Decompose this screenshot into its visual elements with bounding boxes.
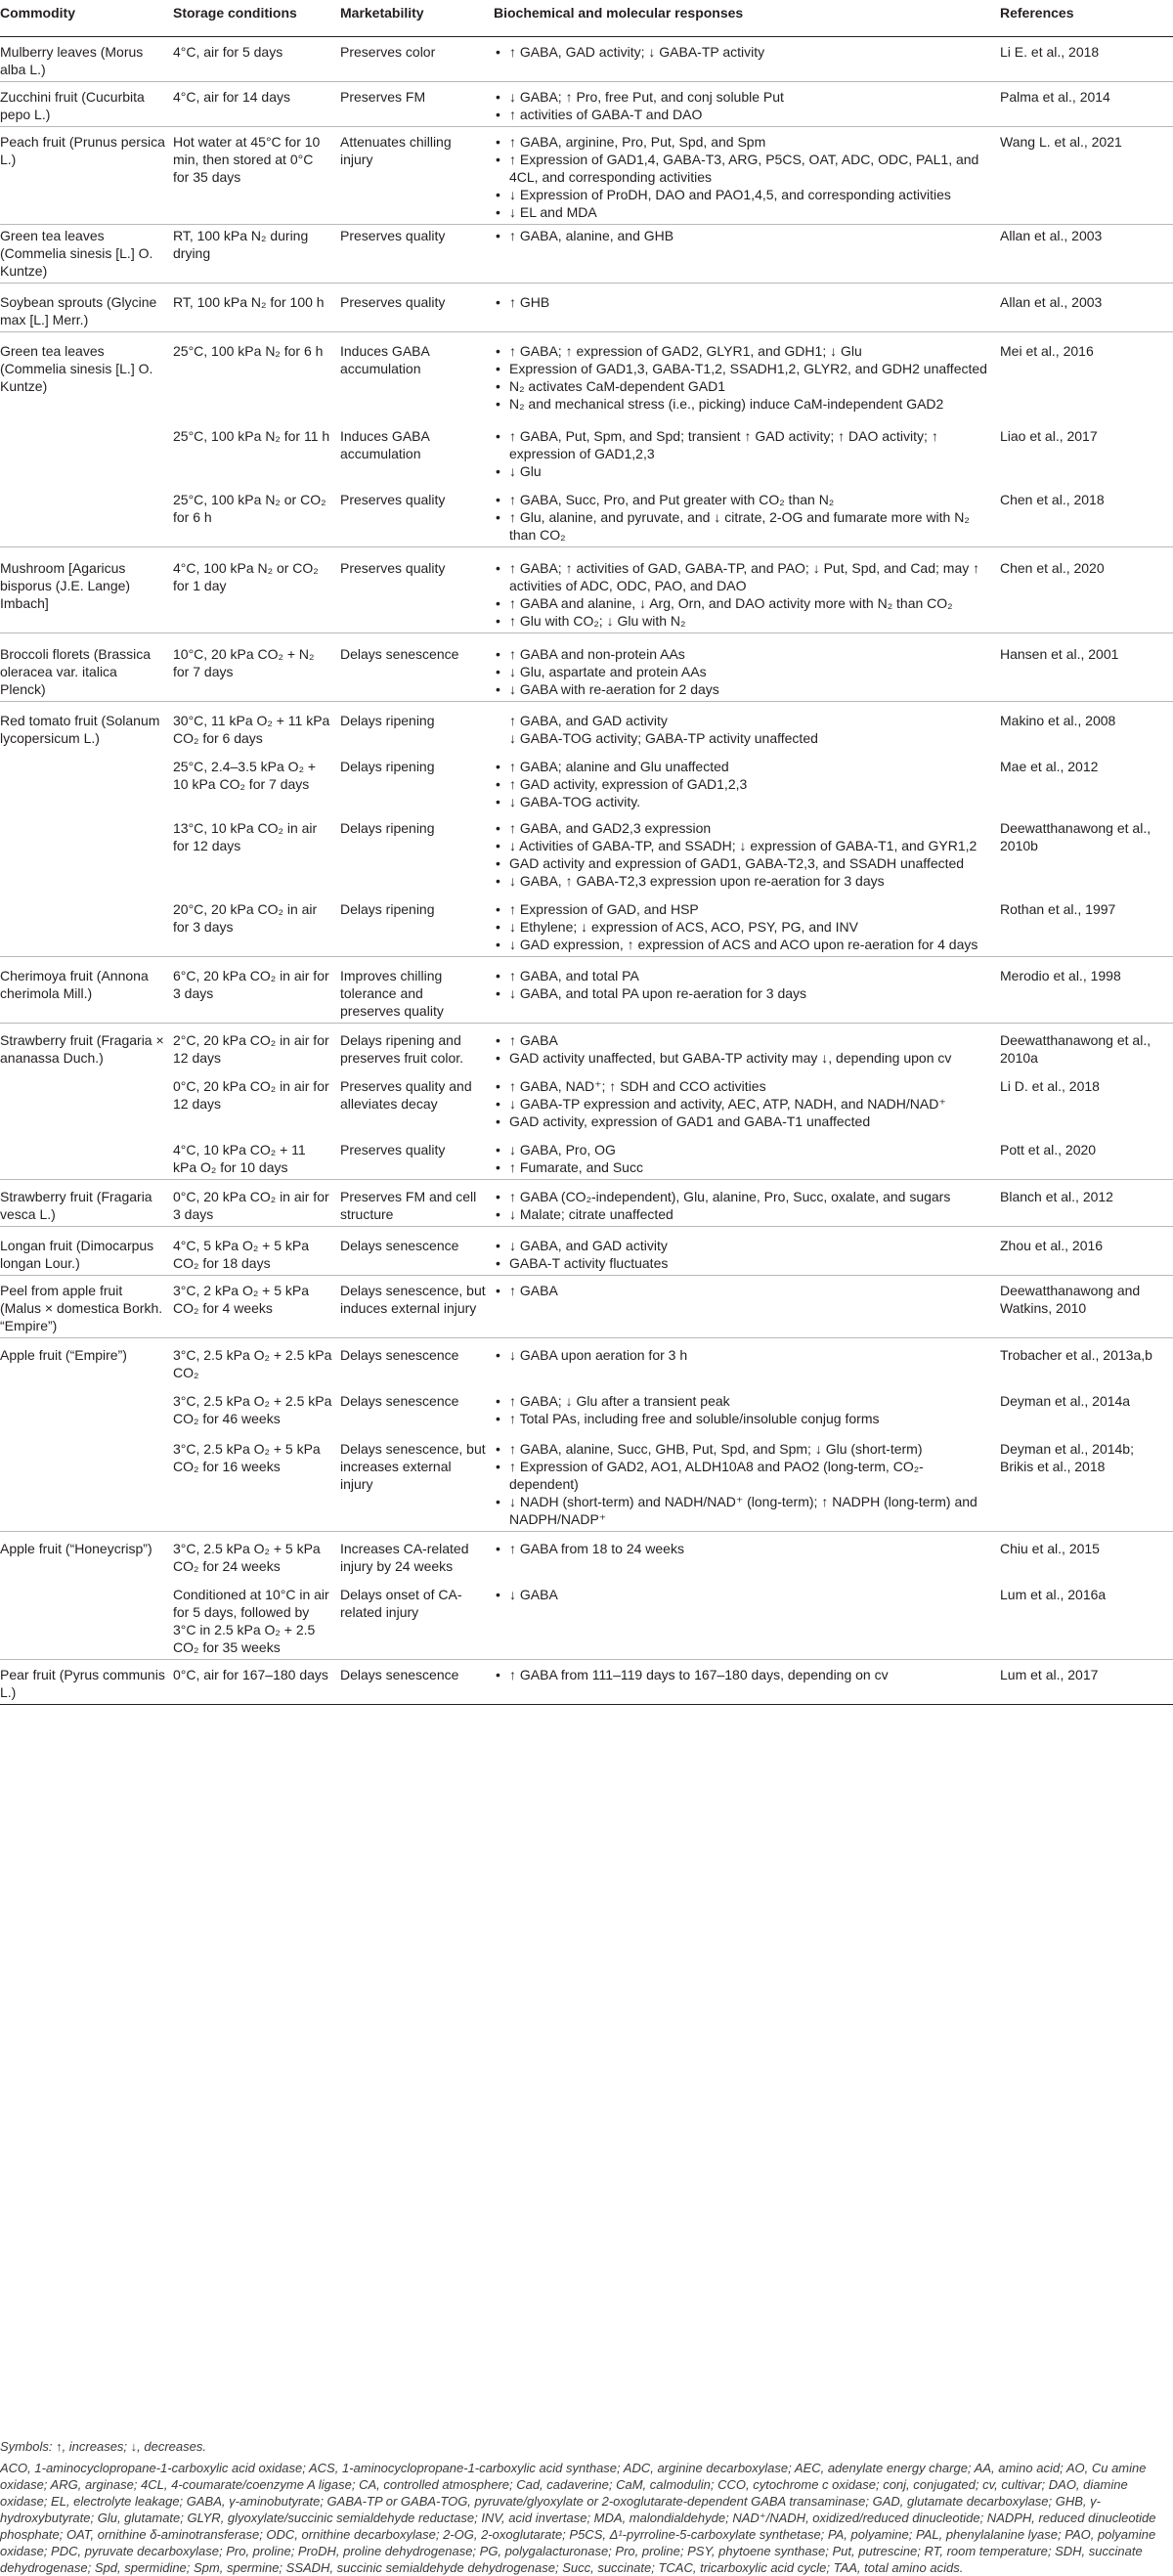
response-item: • ↑ GABA, alanine, and GHB — [494, 227, 992, 244]
responses-list — [494, 758, 992, 810]
header-storage-conditions: Storage conditions — [173, 0, 340, 37]
response-item: • GAD activity unaffected, but GABA-TP activity may ↓, depending upon cv — [494, 1049, 992, 1067]
reference-cell: Merodio et al., 1998 — [1000, 957, 1173, 1024]
commodity-cell: Longan fruit (Dimocarpus longan Lour.) — [0, 1227, 173, 1276]
responses-cell — [494, 37, 1000, 82]
storage-cell: 3°C, 2 kPa O₂ + 5 kPa CO₂ for 4 weeks — [173, 1276, 340, 1338]
reference-cell: Wang L. et al., 2021 — [1000, 127, 1173, 225]
response-item: • ↓ Glu, aspartate and protein AAs — [494, 663, 992, 680]
commodity-cell: Red tomato fruit (Solanum lycopersicum L.) — [0, 702, 173, 751]
responses-cell — [494, 1532, 1000, 1579]
responses-cell — [494, 957, 1000, 1024]
responses-list — [494, 967, 992, 1002]
reference-cell: Allan et al., 2003 — [1000, 225, 1173, 284]
marketability-cell: Delays senescence — [340, 633, 494, 702]
commodity-cell — [0, 1384, 173, 1430]
storage-cell: 25°C, 100 kPa N₂ for 11 h — [173, 428, 330, 444]
response-item: • ↑ GABA (CO₂-independent), Glu, alanine, Pro, Succ, oxalate, and sugars — [494, 1188, 992, 1205]
response-item: • ↑ GABA, Put, Spm, and Spd; transient ↑ GAD activity; ↑ DAO activity; ↑ expression of GAD1,2,3 — [494, 427, 992, 462]
table-row — [0, 1578, 1173, 1660]
responses-cell — [494, 1024, 1000, 1070]
responses-list — [494, 900, 992, 953]
table-row — [0, 547, 1173, 633]
responses-cell — [494, 1227, 1000, 1276]
reference-cell: Deewatthanawong et al., 2010b — [1000, 820, 1151, 853]
commodity-cell — [0, 1578, 173, 1660]
responses-list — [494, 1666, 992, 1683]
response-item: • ↓ EL and MDA — [494, 203, 992, 221]
response-item: • ↓ Ethylene; ↓ expression of ACS, ACO, PSY, PG, and INV — [494, 918, 992, 936]
responses-list — [494, 645, 992, 698]
reference-cell: Makino et al., 2008 — [1000, 702, 1173, 751]
response-item: • ↓ GABA-TP expression and activity, AEC, ATP, NADH, and NADH/NAD⁺ — [494, 1095, 992, 1113]
reference-cell: Liao et al., 2017 — [1000, 428, 1098, 444]
marketability-cell: Delays senescence, but increases external injury — [340, 1441, 486, 1492]
table-row — [0, 1024, 1173, 1070]
responses-list — [494, 559, 992, 630]
responses-list — [494, 133, 992, 221]
response-item: • GAD activity, expression of GAD1 and GABA-T1 unaffected — [494, 1113, 992, 1130]
responses-cell — [494, 82, 1000, 127]
storage-cell: 2°C, 20 kPa CO₂ in air for 12 days — [173, 1024, 340, 1070]
table-body — [0, 37, 1173, 1705]
storage-cell: 10°C, 20 kPa CO₂ + N₂ for 7 days — [173, 633, 340, 702]
marketability-cell: Attenuates chilling injury — [340, 127, 494, 225]
responses-cell — [494, 1180, 1000, 1227]
response-item: • N₂ and mechanical stress (i.e., picking) induce CaM-independent GAD2 — [494, 395, 992, 413]
table-row — [0, 127, 1173, 225]
storage-cell: 3°C, 2.5 kPa O₂ + 5 kPa CO₂ for 16 weeks — [173, 1441, 321, 1474]
response-item: • ↑ GABA; ↑ expression of GAD2, GLYR1, and GDH1; ↓ Glu — [494, 342, 992, 360]
commodity-cell: Mulberry leaves (Morus alba L.) — [0, 44, 144, 77]
response-item: • ↓ GABA; ↑ Pro, free Put, and conj soluble Put — [494, 88, 992, 106]
responses-list — [494, 427, 992, 480]
responses-list — [494, 227, 992, 244]
table-row — [0, 1660, 1173, 1705]
marketability-cell: Preserves color — [340, 44, 436, 60]
response-item: • GAD activity and expression of GAD1, GABA-T2,3, and SSADH unaffected — [494, 854, 992, 872]
responses-cell — [494, 893, 1000, 957]
responses-list — [494, 1237, 992, 1272]
commodity-cell: Strawberry fruit (Fragaria vesca L.) — [0, 1180, 173, 1227]
commodity-cell: Green tea leaves (Commelia sinesis [L.] O. Kuntze) — [0, 332, 173, 416]
marketability-cell: Preserves quality — [340, 284, 494, 332]
responses-cell — [494, 1070, 1000, 1133]
response-item: ↓ GABA-TOG activity; GABA-TP activity unaffected — [509, 730, 818, 746]
reference-cell: Mae et al., 2012 — [1000, 759, 1099, 774]
response-item: • ↑ Expression of GAD2, AO1, ALDH10A8 and PAO2 (long-term, CO₂-dependent) — [494, 1458, 992, 1493]
response-item: • ↓ GABA, and GAD activity — [494, 1237, 992, 1254]
response-item: • ↑ GABA, and total PA — [494, 967, 992, 984]
storage-cell: 30°C, 11 kPa O₂ + 11 kPa CO₂ for 6 days — [173, 702, 340, 751]
reference-cell: Chen et al., 2020 — [1000, 547, 1173, 633]
responses-cell — [494, 483, 1000, 547]
responses-list — [494, 342, 992, 413]
responses-cell — [494, 284, 1000, 332]
response-item: • ↓ GABA-TOG activity. — [494, 793, 992, 810]
marketability-cell: Preserves FM — [340, 82, 494, 127]
commodity-cell: Apple fruit (“Honeycrisp”) — [0, 1532, 173, 1579]
table-row — [0, 1180, 1173, 1227]
response-item: • ↓ GABA — [494, 1586, 992, 1603]
storage-cell: 0°C, 20 kPa CO₂ in air for 3 days — [173, 1180, 340, 1227]
responses-list — [494, 1346, 992, 1364]
responses-cell — [494, 127, 1000, 225]
footnote-abbreviations: ACO, 1-aminocyclopropane-1-carboxylic acid oxidase; ACS, 1-aminocyclopropane-1-carboxylic acid synthase; ADC, arginine decarboxylase; AEC, adenylate energy charge; AA, amino acid; AO, Cu amine oxidase; ARG, arginase; 4CL, 4-coumarate/coenzyme A ligase; CA, controlled atmosphere; Cad, cadaverine; CaM, calmodulin; CCO, cytochrome c oxidase; conj, conjugated; cv, cultivar; DAO, diamine oxidase; EL, electrolyte leakage; GABA, γ-aminobutyrate; GABA-TP or GABA-TOG, pyruvate/glyoxylate or 2-oxoglutarate-dependent GABA transaminase; GAD, glutamate decarboxylase; GHB, γ-hydroxybutyrate; Glu, glutamate; GLYR, glyoxylate/succinic semialdehyde reductase; INV, acid invertase; MDA, malondialdehyde; NAD⁺/NADH, oxidized/reduced dinucleotide; NADPH, reduced dinucleotide phosphate; OAT, ornithine δ-aminotransferase; ODC, ornithine decarboxylase; 2-OG, 2-oxoglutarate; P5CS, Δ¹-pyrroline-5-carboxylate synthetase; PA, polyamine; PAL, phenylalanine lyase; PAO, polyamine oxidase; PDC, pyruvate decarboxylase; Pro, proline; ProDH, proline dehydrogenase; PG, polygalacturonase; Pro, proline; PSY, phytoene synthase; Put, putrescine; RT, room temperature; SDH, succinate dehydrogenase; Spd, spermidine; Spm, spermine; SSADH, succinic semialdehyde dehydrogenase; Succ, succinate; TCAC, tricarboxylic acid cycle; TAA, total amino acids. — [0, 2461, 1156, 2575]
marketability-cell: Delays ripening — [340, 901, 435, 917]
reference-cell: Blanch et al., 2012 — [1000, 1180, 1173, 1227]
storage-cell: 25°C, 100 kPa N₂ for 6 h — [173, 332, 340, 416]
responses-list — [494, 1586, 992, 1603]
responses-cell — [494, 1276, 1000, 1338]
commodity-cell: Broccoli florets (Brassica oleracea var. italica Plenck) — [0, 633, 173, 702]
marketability-cell: Delays ripening — [340, 820, 435, 836]
reference-cell: Palma et al., 2014 — [1000, 82, 1173, 127]
responses-cell — [494, 1384, 1000, 1430]
response-item: • ↑ Glu, alanine, and pyruvate, and ↓ citrate, 2-OG and fumarate more with N₂ than CO₂ — [494, 508, 992, 544]
storage-cell: Conditioned at 10°C in air for 5 days, followed by 3°C in 2.5 kPa O₂ + 2.5 CO₂ for 35 weeks — [173, 1587, 329, 1655]
marketability-cell: Induces GABA accumulation — [340, 428, 430, 461]
table-row — [0, 1133, 1173, 1180]
responses-cell — [494, 813, 1000, 893]
reference-cell: Allan et al., 2003 — [1000, 284, 1173, 332]
reference-cell: Lum et al., 2016a — [1000, 1587, 1107, 1602]
marketability-cell: Delays senescence — [340, 1338, 494, 1385]
marketability-cell: Increases CA-related injury by 24 weeks — [340, 1532, 494, 1579]
marketability-cell: Delays senescence, but induces external injury — [340, 1276, 494, 1338]
storage-cell: 25°C, 2.4–3.5 kPa O₂ + 10 kPa CO₂ for 7 days — [173, 759, 317, 792]
marketability-cell: Delays senescence — [340, 1393, 459, 1409]
response-item: • ↑ GABA and non-protein AAs — [494, 645, 992, 663]
responses-list — [494, 1440, 992, 1528]
commodity-cell: Apple fruit (“Empire”) — [0, 1338, 173, 1385]
header-references: References — [1000, 0, 1173, 37]
table-row — [0, 633, 1173, 702]
reference-cell: Chen et al., 2018 — [1000, 492, 1105, 507]
marketability-cell: Preserves FM and cell structure — [340, 1180, 494, 1227]
commodity-cell — [0, 750, 173, 813]
commodity-cell — [0, 893, 173, 957]
reference-cell: Li E. et al., 2018 — [1000, 44, 1100, 60]
storage-cell: RT, 100 kPa N₂ during drying — [173, 225, 340, 284]
response-item: • ↑ GABA and alanine, ↓ Arg, Orn, and DAO activity more with N₂ than CO₂ — [494, 594, 992, 612]
table-row — [0, 1430, 1173, 1532]
header-responses: Biochemical and molecular responses — [494, 0, 1000, 37]
responses-list — [494, 43, 992, 61]
response-item: • ↑ GABA — [494, 1031, 992, 1049]
response-item: • ↑ Glu with CO₂; ↓ Glu with N₂ — [494, 612, 992, 630]
response-item: • ↑ activities of GABA-T and DAO — [494, 106, 992, 123]
commodity-cell: Pear fruit (Pyrus communis L.) — [0, 1660, 173, 1705]
response-item: • ↑ GABA; ↓ Glu after a transient peak — [494, 1392, 992, 1410]
marketability-cell: Delays senescence — [340, 1660, 494, 1705]
storage-cell: 3°C, 2.5 kPa O₂ + 2.5 kPa CO₂ — [173, 1338, 340, 1385]
response-item: • ↑ GAD activity, expression of GAD1,2,3 — [494, 775, 992, 793]
responses-list — [494, 293, 992, 311]
response-item: • ↓ Glu — [494, 462, 992, 480]
responses-cell — [494, 1430, 1000, 1532]
marketability-cell: Delays ripening — [340, 759, 435, 774]
reference-cell: Deyman et al., 2014a — [1000, 1393, 1131, 1409]
response-item: • ↑ GABA, NAD⁺; ↑ SDH and CCO activities — [494, 1077, 992, 1095]
table-row — [0, 702, 1173, 751]
marketability-cell: Delays ripening — [340, 702, 494, 751]
table-row — [0, 37, 1173, 82]
commodity-cell: Strawberry fruit (Fragaria × ananassa Duch.) — [0, 1024, 173, 1070]
storage-cell: 4°C, 100 kPa N₂ or CO₂ for 1 day — [173, 547, 340, 633]
response-item: • ↑ Fumarate, and Succ — [494, 1158, 992, 1176]
response-item: • ↓ GAD expression, ↑ expression of ACS and ACO upon re-aeration for 4 days — [494, 936, 992, 953]
responses-cell — [494, 332, 1000, 416]
responses-list — [494, 819, 992, 890]
response-item: • ↑ GABA; alanine and Glu unaffected — [494, 758, 992, 775]
response-item: • ↑ GHB — [494, 293, 992, 311]
response-item: • ↑ GABA, arginine, Pro, Put, Spd, and Spm — [494, 133, 992, 151]
reference-cell: Deewatthanawong and Watkins, 2010 — [1000, 1276, 1173, 1338]
commodity-cell — [0, 1430, 173, 1532]
storage-cell: 13°C, 10 kPa CO₂ in air for 12 days — [173, 820, 318, 853]
response-item: • ↑ GABA, alanine, Succ, GHB, Put, Spd, and Spm; ↓ Glu (short-term) — [494, 1440, 992, 1458]
reference-cell: Rothan et al., 1997 — [1000, 901, 1116, 917]
reference-cell: Lum et al., 2017 — [1000, 1660, 1173, 1705]
storage-cell: 3°C, 2.5 kPa O₂ + 5 kPa CO₂ for 24 weeks — [173, 1532, 340, 1579]
commodity-cell: Soybean sprouts (Glycine max [L.] Merr.) — [0, 284, 173, 332]
table-row — [0, 813, 1173, 893]
marketability-cell: Preserves quality — [340, 547, 494, 633]
response-item: • ↑ GABA, Succ, Pro, and Put greater with CO₂ than N₂ — [494, 491, 992, 508]
commodity-cell — [0, 415, 173, 483]
storage-cell: 25°C, 100 kPa N₂ or CO₂ for 6 h — [173, 492, 326, 525]
storage-cell: 4°C, air for 14 days — [173, 82, 340, 127]
commodity-cell: Zucchini fruit (Cucurbita pepo L.) — [0, 82, 173, 127]
reference-cell: Deewatthanawong et al., 2010a — [1000, 1024, 1173, 1070]
table-row — [0, 483, 1173, 547]
storage-cell: Hot water at 45°C for 10 min, then stored at 0°C for 35 days — [173, 127, 340, 225]
table-row — [0, 332, 1173, 416]
commodity-cell: Cherimoya fruit (Annona cherimola Mill.) — [0, 957, 173, 1024]
responses-cell — [494, 547, 1000, 633]
responses-list — [494, 712, 992, 747]
response-item: ↑ GABA, and GAD activity — [509, 713, 668, 728]
table-row — [0, 1532, 1173, 1579]
responses-cell — [494, 750, 1000, 813]
responses-cell — [494, 1338, 1000, 1385]
header-commodity: Commodity — [0, 0, 173, 37]
table-row — [0, 415, 1173, 483]
response-item: • ↓ GABA, Pro, OG — [494, 1141, 992, 1158]
commodity-cell: Peach fruit (Prunus persica L.) — [0, 127, 173, 225]
storage-cell: 0°C, 20 kPa CO₂ in air for 12 days — [173, 1078, 329, 1112]
footnote-symbols: Symbols: ↑, increases; ↓, decreases. — [0, 2439, 206, 2454]
marketability-cell: Delays ripening and preserves fruit color. — [340, 1024, 494, 1070]
responses-list — [494, 1188, 992, 1223]
response-item: • ↑ GABA; ↑ activities of GAD, GABA-TP, and PAO; ↓ Put, Spd, and Cad; may ↑ activities of ADC, ODC, PAO, and DAO — [494, 559, 992, 594]
responses-cell — [494, 1578, 1000, 1660]
reference-cell: Mei et al., 2016 — [1000, 332, 1173, 416]
reference-cell: Chiu et al., 2015 — [1000, 1532, 1173, 1579]
marketability-cell: Delays senescence — [340, 1227, 494, 1276]
commodity-cell: Green tea leaves (Commelia sinesis [L.] O. Kuntze) — [0, 225, 173, 284]
responses-list — [494, 1540, 992, 1557]
responses-list — [494, 491, 992, 544]
response-item: • ↑ GABA, GAD activity; ↓ GABA-TP activity — [494, 43, 992, 61]
storage-cell: 4°C, 5 kPa O₂ + 5 kPa CO₂ for 18 days — [173, 1227, 340, 1276]
response-item: • ↓ Expression of ProDH, DAO and PAO1,4,5, and corresponding activities — [494, 186, 992, 203]
commodity-cell — [0, 1133, 173, 1180]
table-row — [0, 750, 1173, 813]
storage-cell: 3°C, 2.5 kPa O₂ + 2.5 kPa CO₂ for 46 weeks — [173, 1393, 332, 1426]
response-item: • N₂ activates CaM-dependent GAD1 — [494, 377, 992, 395]
reference-cell: Hansen et al., 2001 — [1000, 633, 1173, 702]
response-item: • Expression of GAD1,3, GABA-T1,2, SSADH1,2, GLYR2, and GDH2 unaffected — [494, 360, 992, 377]
reference-cell: Pott et al., 2020 — [1000, 1142, 1097, 1157]
response-item: • ↓ Malate; citrate unaffected — [494, 1205, 992, 1223]
storage-cell: 6°C, 20 kPa CO₂ in air for 3 days — [173, 957, 340, 1024]
responses-list — [494, 1077, 992, 1130]
response-item: • ↓ GABA, and total PA upon re-aeration for 3 days — [494, 984, 992, 1002]
response-item: • ↑ GABA, and GAD2,3 expression — [494, 819, 992, 837]
marketability-cell: Delays onset of CA-related injury — [340, 1587, 462, 1620]
responses-cell — [494, 225, 1000, 284]
header-marketability: Marketability — [340, 0, 494, 37]
marketability-cell: Induces GABA accumulation — [340, 332, 494, 416]
table-row — [0, 1338, 1173, 1385]
response-item: • GABA-T activity fluctuates — [494, 1254, 992, 1272]
responses-cell — [494, 415, 1000, 483]
table-row — [0, 957, 1173, 1024]
response-item: • ↓ Activities of GABA-TP, and SSADH; ↓ expression of GABA-T1, and GYR1,2 — [494, 837, 992, 854]
table-row — [0, 1070, 1173, 1133]
storage-cell: 4°C, air for 5 days — [173, 44, 283, 60]
table-header-row — [0, 0, 1173, 37]
response-item: • ↓ GABA upon aeration for 3 h — [494, 1346, 992, 1364]
storage-cell: 0°C, air for 167–180 days — [173, 1660, 340, 1705]
response-item: • ↑ Expression of GAD1,4, GABA-T3, ARG, P5CS, OAT, ADC, ODC, PAL1, and 4CL, and corresponding activities — [494, 151, 992, 186]
table-row — [0, 82, 1173, 127]
commodity-cell — [0, 1070, 173, 1133]
response-item: • ↑ GABA — [494, 1282, 992, 1299]
marketability-cell: Preserves quality — [340, 492, 446, 507]
storage-cell: 20°C, 20 kPa CO₂ in air for 3 days — [173, 901, 318, 935]
reference-cell: Deyman et al., 2014b; Brikis et al., 2018 — [1000, 1441, 1134, 1474]
storage-cell: RT, 100 kPa N₂ for 100 h — [173, 284, 340, 332]
responses-list — [494, 1141, 992, 1176]
response-item: • ↑ Total PAs, including free and soluble/insoluble conjug forms — [494, 1410, 992, 1427]
table-row — [0, 1227, 1173, 1276]
marketability-cell: Preserves quality and alleviates decay — [340, 1078, 472, 1112]
table-row — [0, 893, 1173, 957]
responses-cell — [494, 1660, 1000, 1705]
commodity-cell — [0, 483, 173, 547]
response-item: • ↓ GABA, ↑ GABA-T2,3 expression upon re-aeration for 3 days — [494, 872, 992, 890]
reference-cell: Li D. et al., 2018 — [1000, 1078, 1100, 1094]
commodity-cell — [0, 813, 173, 893]
responses-cell — [494, 702, 1000, 751]
response-item: • ↓ NADH (short-term) and NADH/NAD⁺ (long-term); ↑ NADPH (long-term) and NADPH/NADP⁺ — [494, 1493, 992, 1528]
commodity-cell: Mushroom [Agaricus bisporus (J.E. Lange) Imbach] — [0, 547, 173, 633]
table-row — [0, 1276, 1173, 1338]
storage-cell: 4°C, 10 kPa CO₂ + 11 kPa O₂ for 10 days — [173, 1142, 306, 1175]
responses-cell — [494, 1133, 1000, 1180]
reference-cell: Zhou et al., 2016 — [1000, 1227, 1173, 1276]
marketability-cell: Preserves quality — [340, 225, 494, 284]
responses-cell — [494, 633, 1000, 702]
response-item: • ↑ Expression of GAD, and HSP — [494, 900, 992, 918]
responses-list — [494, 88, 992, 123]
table-row — [0, 284, 1173, 332]
response-item: • ↑ GABA from 18 to 24 weeks — [494, 1540, 992, 1557]
responses-list — [494, 1282, 992, 1299]
response-item: • ↓ GABA with re-aeration for 2 days — [494, 680, 992, 698]
marketability-cell: Improves chilling tolerance and preserves quality — [340, 957, 494, 1024]
marketability-cell: Preserves quality — [340, 1142, 446, 1157]
responses-list — [494, 1031, 992, 1067]
commodity-cell: Peel from apple fruit (Malus × domestica Borkh. “Empire”) — [0, 1276, 173, 1338]
reference-cell: Trobacher et al., 2013a,b — [1000, 1338, 1173, 1385]
table-row — [0, 225, 1173, 284]
responses-list — [494, 1392, 992, 1427]
table-row — [0, 1384, 1173, 1430]
response-item: • ↑ GABA from 111–119 days to 167–180 days, depending on cv — [494, 1666, 992, 1683]
